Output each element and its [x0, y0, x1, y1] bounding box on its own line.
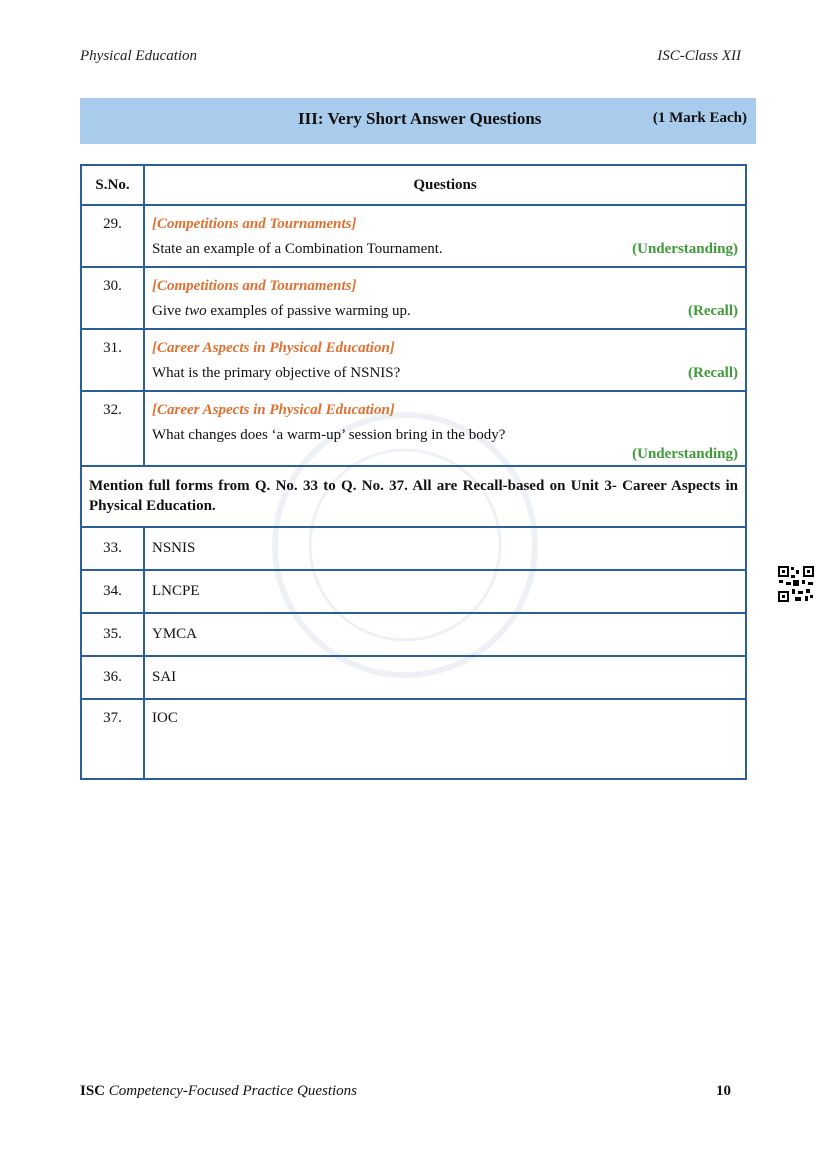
footer-subtitle: Competency-Focused Practice Questions — [108, 1083, 358, 1099]
footer-brand: ISC — [80, 1083, 106, 1099]
question-text: State an example of a Combination Tournament. — [152, 241, 443, 257]
header-class: ISC-Class XII — [657, 48, 741, 64]
table-row — [81, 391, 746, 466]
col-sno-header: S.No. — [81, 165, 144, 205]
question-number: 33. — [81, 527, 144, 570]
question-cell — [144, 391, 746, 466]
page-number: 10 — [716, 1083, 731, 1099]
question-number: 31. — [81, 329, 144, 391]
question-topic: [Career Aspects in Physical Education] — [152, 340, 395, 356]
instruction-note: Mention full forms from Q. No. 33 to Q. No. 37. All are Recall-based on Unit 3- Career Aspects in Physical Education. — [81, 466, 746, 527]
cognitive-level-tag: (Recall) — [688, 303, 738, 319]
section-marks: (1 Mark Each) — [652, 110, 747, 126]
question-number: 35. — [81, 613, 144, 656]
table-header-row — [81, 165, 746, 205]
qr-code-icon[interactable] — [777, 565, 815, 603]
section-banner — [80, 98, 756, 144]
question-number: 29. — [81, 205, 144, 267]
question-text: What changes does ‘a warm-up’ session bring in the body? — [152, 427, 506, 443]
col-questions-header: Questions — [144, 165, 746, 205]
question-text: IOC — [144, 699, 746, 779]
header-subject: Physical Education — [80, 48, 198, 64]
table-row — [81, 267, 746, 329]
cognitive-level-tag: (Understanding) — [632, 446, 738, 462]
question-text: YMCA — [144, 613, 746, 656]
question-cell — [144, 329, 746, 391]
question-cell — [144, 267, 746, 329]
instruction-row — [81, 466, 746, 527]
question-number: 32. — [81, 391, 144, 466]
question-text: NSNIS — [144, 527, 746, 570]
questions-table — [80, 164, 747, 780]
question-text: What is the primary objective of NSNIS? — [152, 365, 401, 381]
question-number: 30. — [81, 267, 144, 329]
table-row — [81, 329, 746, 391]
cognitive-level-tag: (Understanding) — [632, 241, 738, 257]
question-text: SAI — [144, 656, 746, 699]
question-topic: [Competitions and Tournaments] — [152, 216, 357, 232]
section-title: III: Very Short Answer Questions — [298, 109, 542, 128]
question-text: LNCPE — [144, 570, 746, 613]
question-topic: [Career Aspects in Physical Education] — [152, 402, 395, 418]
question-cell — [144, 205, 746, 267]
table-row — [81, 570, 746, 613]
footer-title — [80, 1083, 357, 1100]
table-row — [81, 656, 746, 699]
question-number: 36. — [81, 656, 144, 699]
table-row — [81, 527, 746, 570]
question-number: 37. — [81, 699, 144, 779]
cognitive-level-tag: (Recall) — [688, 365, 738, 381]
table-row — [81, 613, 746, 656]
question-text: Give two examples of passive warming up. — [152, 303, 411, 319]
question-topic: [Competitions and Tournaments] — [152, 278, 357, 294]
table-row — [81, 699, 746, 779]
question-number: 34. — [81, 570, 144, 613]
table-row — [81, 205, 746, 267]
